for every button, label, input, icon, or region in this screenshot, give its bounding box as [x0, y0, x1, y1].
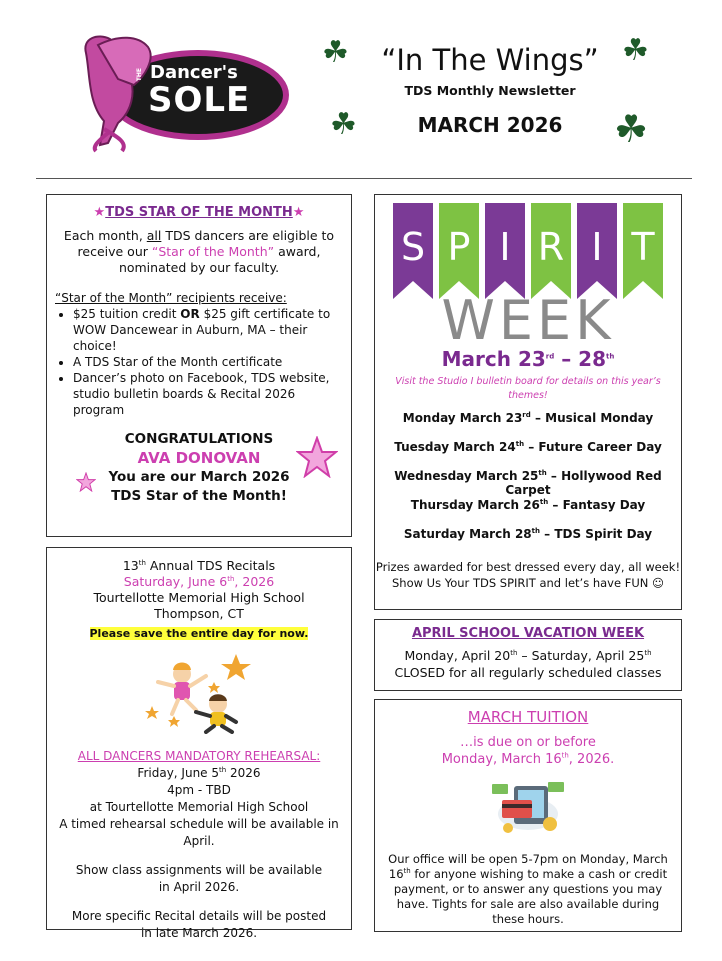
star-heading-text: TDS STAR OF THE MONTH: [105, 205, 293, 220]
tuition-due-date: Monday, March 16th, 2026.: [441, 751, 615, 767]
recital-venue: Tourtellotte Memorial High School: [93, 590, 305, 605]
recital-details-line: in late March 2026.: [140, 926, 258, 940]
rehearsal-schedule: A timed rehearsal schedule will be available in April.: [59, 817, 339, 848]
spirit-days-list: [375, 411, 681, 556]
newsletter-issue: MARCH 2026: [417, 113, 563, 137]
spirit-banner: [393, 203, 665, 299]
spirit-note: Visit the Studio I bulletin board for details on this year’s themes!: [395, 376, 661, 401]
banner-flag: S: [393, 203, 433, 299]
list-item: • Dancer’s photo on Facebook, TDS website, studio bulletin boards & Recital 2026 program: [73, 370, 341, 418]
star-intro: Each month, all TDS dancers are eligible to receive our “Star of the Month” award, nominated by our faculty.: [63, 228, 335, 275]
save-date-highlight: Please save the entire day for now.: [89, 627, 309, 640]
banner-flag: R: [531, 203, 571, 299]
spirit-week-word: WEEK: [441, 289, 615, 352]
logo-the-text: THE: [136, 68, 143, 82]
recital-heading: 13th Annual TDS Recitals: [122, 558, 276, 573]
rehearsal-heading: ALL DANCERS MANDATORY REHEARSAL:: [77, 749, 321, 763]
payment-icon: [490, 780, 566, 836]
star-heading-icon: ★: [292, 205, 305, 220]
recipients-list: [55, 306, 341, 418]
spirit-week-box: [374, 194, 682, 610]
list-item: • A TDS Star of the Month certificate: [73, 354, 341, 370]
vacation-heading: APRIL SCHOOL VACATION WEEK: [411, 626, 645, 641]
congrats-text: CONGRATULATIONS: [124, 431, 274, 447]
rehearsal-time: 4pm - TBD: [167, 783, 231, 797]
class-assignments-line: in April 2026.: [158, 880, 240, 894]
shamrock-icon: ☘: [330, 107, 357, 142]
rehearsal-date: Friday, June 5th 2026: [137, 766, 261, 780]
class-assignments-line: Show class assignments will be available: [75, 863, 323, 877]
tuition-office-hours: Our office will be open 5-7pm on Monday, March 16th for anyone wishing to make a cash or credit payment, or to answer any questions you may have. Tights for sale are also available during these hours.: [388, 852, 668, 926]
vacation-closed: CLOSED for all regularly scheduled classes: [394, 665, 662, 680]
vacation-dates: Monday, April 20th – Saturday, April 25th: [404, 648, 652, 663]
spirit-dates: March 23rd – 28th: [441, 347, 615, 371]
star-winner-name: AVA DONOVAN: [137, 449, 261, 467]
logo-dancers-text: Dancer's: [150, 62, 238, 83]
tuition-box: [374, 699, 682, 932]
list-item: Thursday March 26th – Fantasy Day: [410, 498, 646, 512]
rehearsal-venue: at Tourtellotte Memorial High School: [89, 800, 309, 814]
list-item: • $25 tuition credit OR $25 gift certificate to WOW Dancewear in Auburn, MA – their choice!: [73, 306, 341, 354]
star-heading-icon: ★: [93, 205, 106, 220]
banner-flag: I: [577, 203, 617, 299]
recital-date: Saturday, June 6th, 2026: [123, 574, 275, 589]
banner-flag: I: [485, 203, 525, 299]
recital-details-line: More specific Recital details will be posted: [71, 909, 327, 923]
list-item: Tuesday March 24th – Future Career Day: [394, 440, 662, 454]
newsletter-subtitle: TDS Monthly Newsletter: [404, 83, 576, 98]
tuition-heading: MARCH TUITION: [467, 708, 589, 726]
recital-town: Thompson, CT: [154, 606, 244, 621]
star-title-line: TDS Star of the Month!: [111, 488, 287, 504]
shamrock-icon: ☘: [622, 33, 649, 68]
tuition-due-line: …is due on or before: [460, 735, 596, 750]
header-divider: [36, 178, 692, 179]
prizes-line: Prizes awarded for best dressed every day, all week!: [375, 560, 681, 574]
banner-flag: P: [439, 203, 479, 299]
prizes-line: Show Us Your TDS SPIRIT and let’s have FUN ☺: [391, 576, 664, 590]
logo-sole-text: SOLE: [148, 80, 251, 120]
dancing-kids-illustration: [144, 652, 254, 734]
star-icon: [296, 436, 338, 482]
shamrock-icon: ☘: [322, 35, 349, 70]
vacation-box: [374, 619, 682, 691]
star-you-are: You are our March 2026: [108, 469, 290, 485]
recipients-label: “Star of the Month” recipients receive:: [55, 291, 287, 305]
shamrock-icon: ☘: [614, 107, 649, 151]
recital-box: [46, 547, 352, 940]
newsletter-title: “In The Wings”: [381, 43, 599, 77]
star-heading: [47, 205, 351, 220]
list-item: Wednesday March 25th – Hollywood Red Carpet: [394, 469, 662, 497]
list-item: Monday March 23rd – Musical Monday: [402, 411, 654, 425]
banner-flag: T: [623, 203, 663, 299]
list-item: Saturday March 28th – TDS Spirit Day: [403, 527, 653, 541]
star-icon: [76, 472, 96, 496]
